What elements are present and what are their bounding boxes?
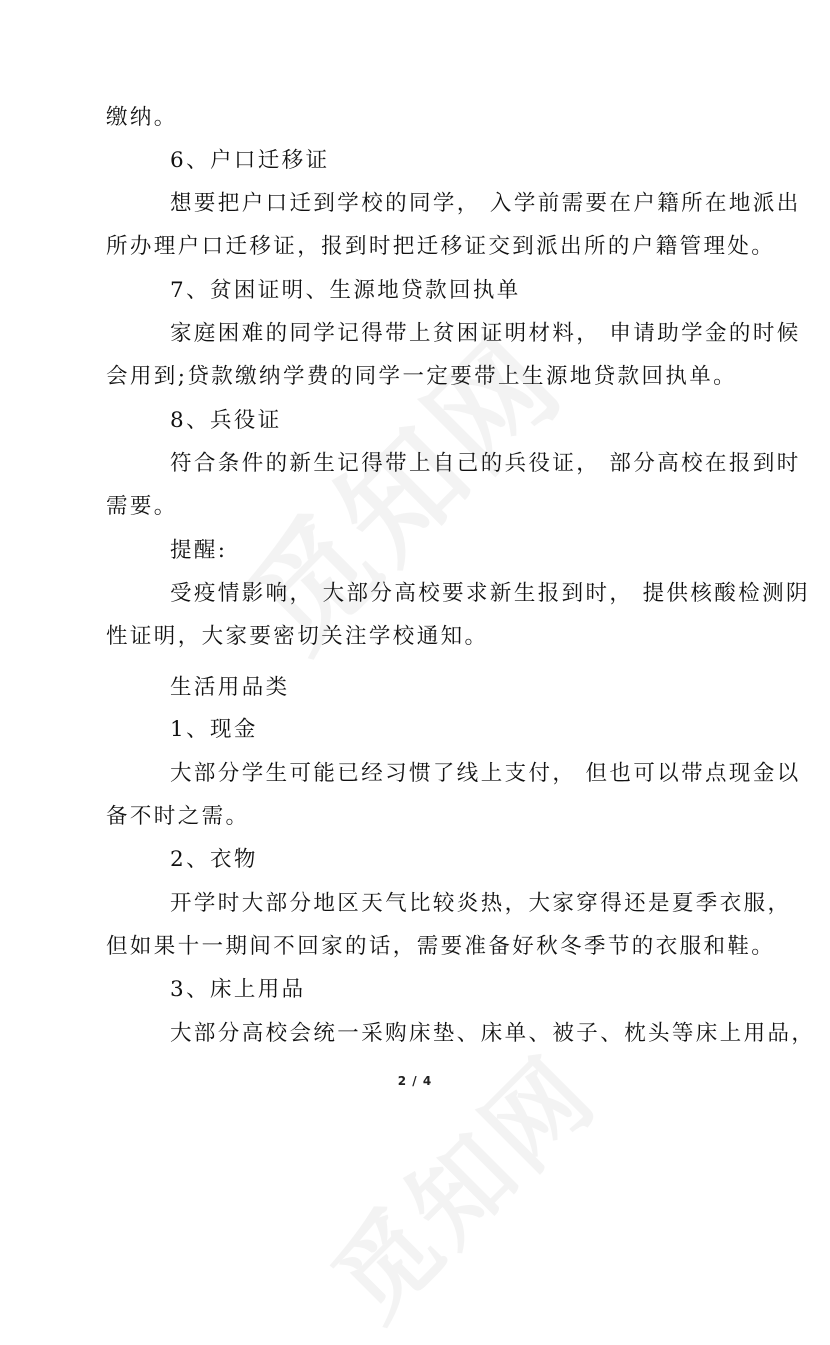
watermark xyxy=(296,1019,623,1345)
paragraph-line: 需要。 xyxy=(106,494,178,519)
category-heading: 生活用品类 xyxy=(170,675,290,700)
paragraph-line: 备不时之需。 xyxy=(106,804,250,829)
paragraph-line: 开学时大部分地区天气比较炎热，大家穿得还是夏季衣服， xyxy=(170,891,792,916)
section-heading: 提醒: xyxy=(170,538,228,563)
paragraph-line: 大部分学生可能已经习惯了线上支付， 但也可以带点现金以 xyxy=(170,761,801,786)
section-heading: 7、贫困证明、生源地贷款回执单 xyxy=(170,278,521,303)
page-number: 2 / 4 xyxy=(397,1074,433,1088)
paragraph-line: 缴纳。 xyxy=(106,105,178,130)
section-heading: 8、兵役证 xyxy=(170,408,282,433)
paragraph-line: 性证明，大家要密切关注学校通知。 xyxy=(106,624,489,649)
paragraph-line: 所办理户口迁移证，报到时把迁移证交到派出所的户籍管理处。 xyxy=(106,234,776,259)
paragraph-line: 符合条件的新生记得带上自己的兵役证， 部分高校在报到时 xyxy=(170,451,801,476)
paragraph-line: 受疫情影响， 大部分高校要求新生报到时， 提供核酸检测阴 xyxy=(170,581,810,606)
section-heading: 6、户口迁移证 xyxy=(170,148,330,173)
paragraph-line: 家庭困难的同学记得带上贫困证明材料， 申请助学金的时候 xyxy=(170,321,801,346)
paragraph-line: 会用到;贷款缴纳学费的同学一定要带上生源地贷款回执单。 xyxy=(106,364,738,389)
paragraph-line: 但如果十一期间不回家的话，需要准备好秋冬季节的衣服和鞋。 xyxy=(106,934,776,959)
section-heading: 2、衣物 xyxy=(170,847,258,872)
section-heading: 1、现金 xyxy=(170,717,258,742)
paragraph-line: 想要把户口迁到学校的同学， 入学前需要在户籍所在地派出 xyxy=(170,191,801,216)
section-heading: 3、床上用品 xyxy=(170,977,306,1002)
paragraph-line: 大部分高校会统一采购床垫、床单、被子、枕头等床上用品， xyxy=(170,1021,816,1046)
